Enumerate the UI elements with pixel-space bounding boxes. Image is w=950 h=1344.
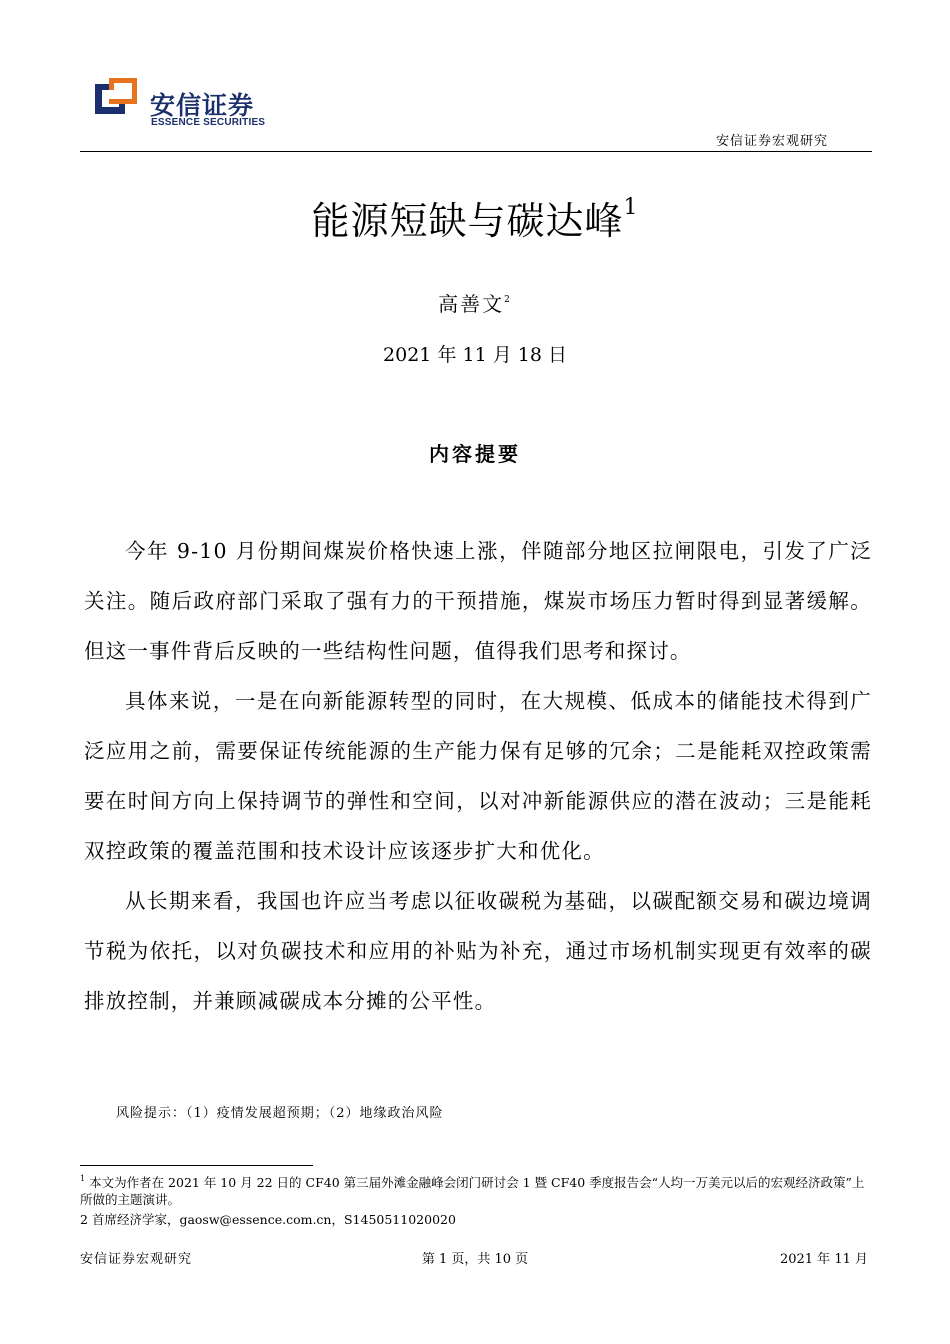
document-title — [0, 190, 950, 245]
company-logo-icon — [95, 78, 137, 114]
abstract-paragraph: 从长期来看，我国也许应当考虑以征收碳税为基础，以碳配额交易和碳边境调节税为依托，以对负碳技术和应用的补贴为补充，通过市场机制实现更有效率的碳排放控制，并兼顾减碳成本分摊的公平性。 — [84, 889, 872, 1013]
risk-warning: 风险提示：（1）疫情发展超预期；（2）地缘政治风险 — [116, 1106, 444, 1121]
logo-company-name-en: ESSENCE SECURITIES — [151, 117, 266, 128]
author-footnote-mark: 2 — [504, 295, 512, 305]
abstract-heading: 内容提要 — [429, 442, 521, 466]
footnote-1 — [80, 1170, 872, 1208]
title-footnote-mark: 1 — [623, 195, 639, 220]
header-report-series: 安信证券宏观研究 — [715, 134, 828, 149]
footnote-text: 首席经济学家，gaosw@essence.com.cn，S1450511020020 — [91, 1212, 456, 1227]
author-name: 高善文 — [438, 292, 505, 316]
footer-series-label: 安信证券宏观研究 — [80, 1252, 193, 1267]
author-line — [0, 288, 950, 317]
publication-date: 2021 年 11 月 18 日 — [383, 344, 567, 366]
footnote-mark: 1 — [80, 1174, 86, 1183]
footnote-divider — [80, 1165, 313, 1166]
abstract-body — [84, 526, 872, 1026]
page-number: 第 1 页，共 10 页 — [421, 1252, 529, 1267]
footnote-text: 本文为作者在 2021 年 10 月 22 日的 CF40 第三届外滩金融峰会闭门研讨会 1 暨 CF40 季度报告会“人均一万美元以后的宏观经济政策”上所做的主题演讲。 — [80, 1175, 865, 1207]
footer-date: 2021 年 11 月 — [779, 1252, 868, 1267]
logo-company-name-cn: 安信证券 — [150, 91, 255, 120]
footnote-mark: 2 — [80, 1212, 88, 1227]
title-text: 能源短缺与碳达峰 — [311, 199, 624, 243]
abstract-paragraph: 具体来说，一是在向新能源转型的同时，在大规模、低成本的储能技术得到广泛应用之前，需要保证传统能源的生产能力保有足够的冗余；二是能耗双控政策需要在时间方向上保持调节的弹性和空间，以对冲新能源供应的潜在波动；三是能耗双控政策的覆盖范围和技术设计应该逐步扩大和优化。 — [84, 689, 872, 863]
header-divider — [80, 151, 872, 152]
footnote-2 — [80, 1211, 872, 1228]
abstract-paragraph: 今年 9-10 月份期间煤炭价格快速上涨，伴随部分地区拉闸限电，引发了广泛关注。随后政府部门采取了强有力的干预措施，煤炭市场压力暂时得到显著缓解。但这一事件背后反映的一些结构性问题，值得我们思考和探讨。 — [84, 539, 872, 663]
